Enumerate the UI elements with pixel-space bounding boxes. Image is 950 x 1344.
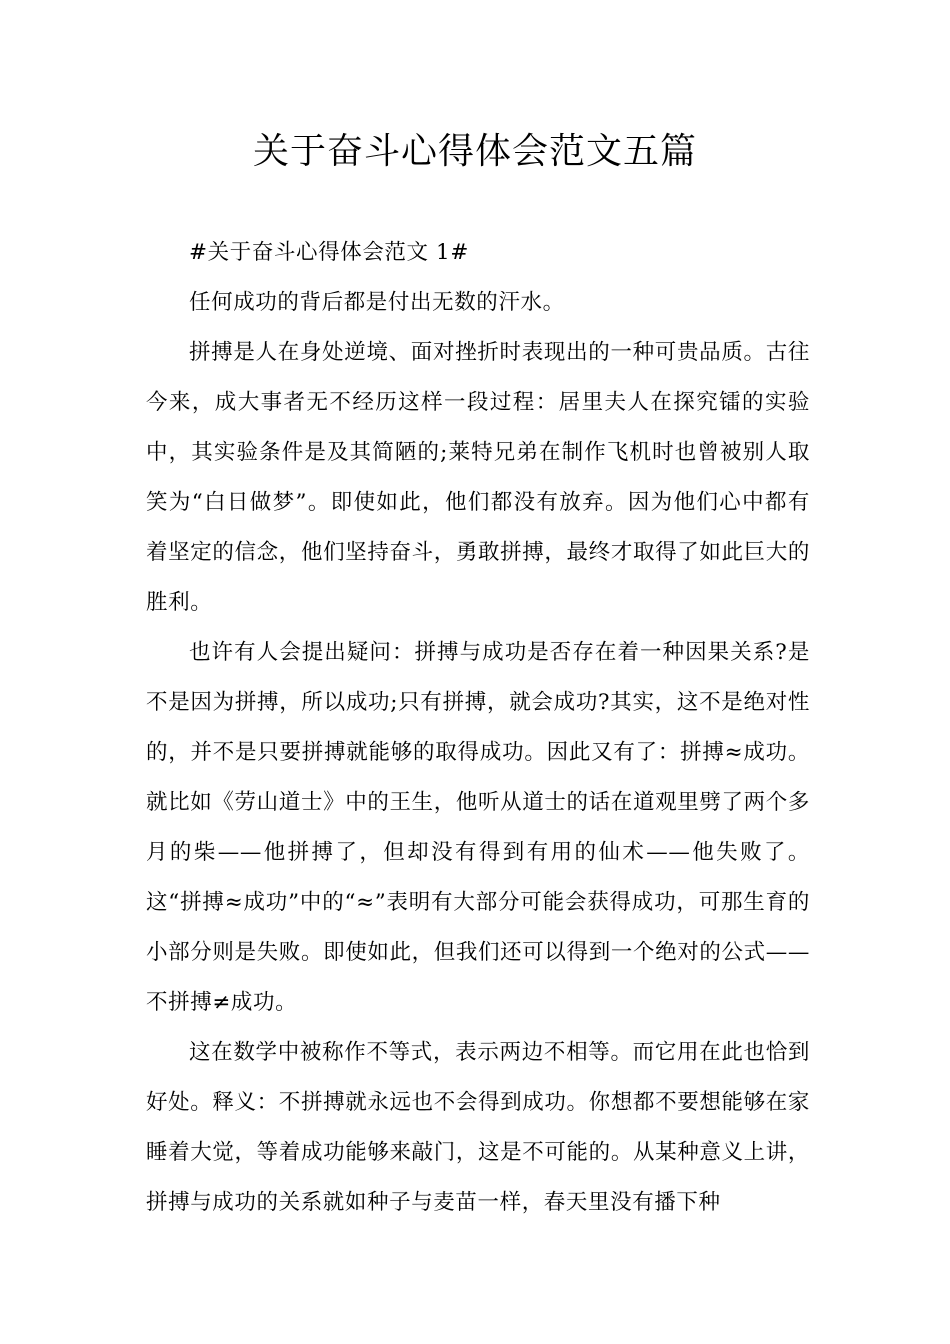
paragraph-2: 拼搏是人在身处逆境、面对挫折时表现出的一种可贵品质。古往今来，成大事者无不经历这样一段过程：居里夫人在探究镭的实验中，其实验条件是及其简陋的;莱特兄弟在制作飞机时也曾被别人取笑为“白日做梦”。即使如此，他们都没有放弃。因为他们心中都有着坚定的信念，他们坚持奋斗，勇敢拼搏，最终才取得了如此巨大的胜利。 xyxy=(146,340,810,615)
document-body xyxy=(146,228,810,1228)
document-title: 关于奋斗心得体会范文五篇 xyxy=(252,131,697,172)
paragraph-1: 任何成功的背后都是付出无数的汗水。 xyxy=(189,290,565,315)
section-heading: #关于奋斗心得体会范文 1# xyxy=(189,240,469,265)
paragraph-4: 这在数学中被称作不等式，表示两边不相等。而它用在此也恰到好处。释义：不拼搏就永远也不会得到成功。你想都不要想能够在家睡着大觉，等着成功能够来敲门，这是不可能的。从某种意义上讲，拼搏与成功的关系就如种子与麦苗一样，春天里没有播下种 xyxy=(146,1040,810,1215)
paragraph-3: 也许有人会提出疑问：拼搏与成功是否存在着一种因果关系?是不是因为拼搏，所以成功;只有拼搏，就会成功?其实，这不是绝对性的，并不是只要拼搏就能够的取得成功。因此又有了：拼搏≈成功。就比如《劳山道士》中的王生，他听从道士的话在道观里劈了两个多月的柴——他拼搏了，但却没有得到有用的仙术——他失败了。这“拼搏≈成功”中的“≈”表明有大部分可能会获得成功，可那生育的小部分则是失败。即使如此，但我们还可以得到一个绝对的公式——不拼搏≠成功。 xyxy=(146,640,810,1015)
